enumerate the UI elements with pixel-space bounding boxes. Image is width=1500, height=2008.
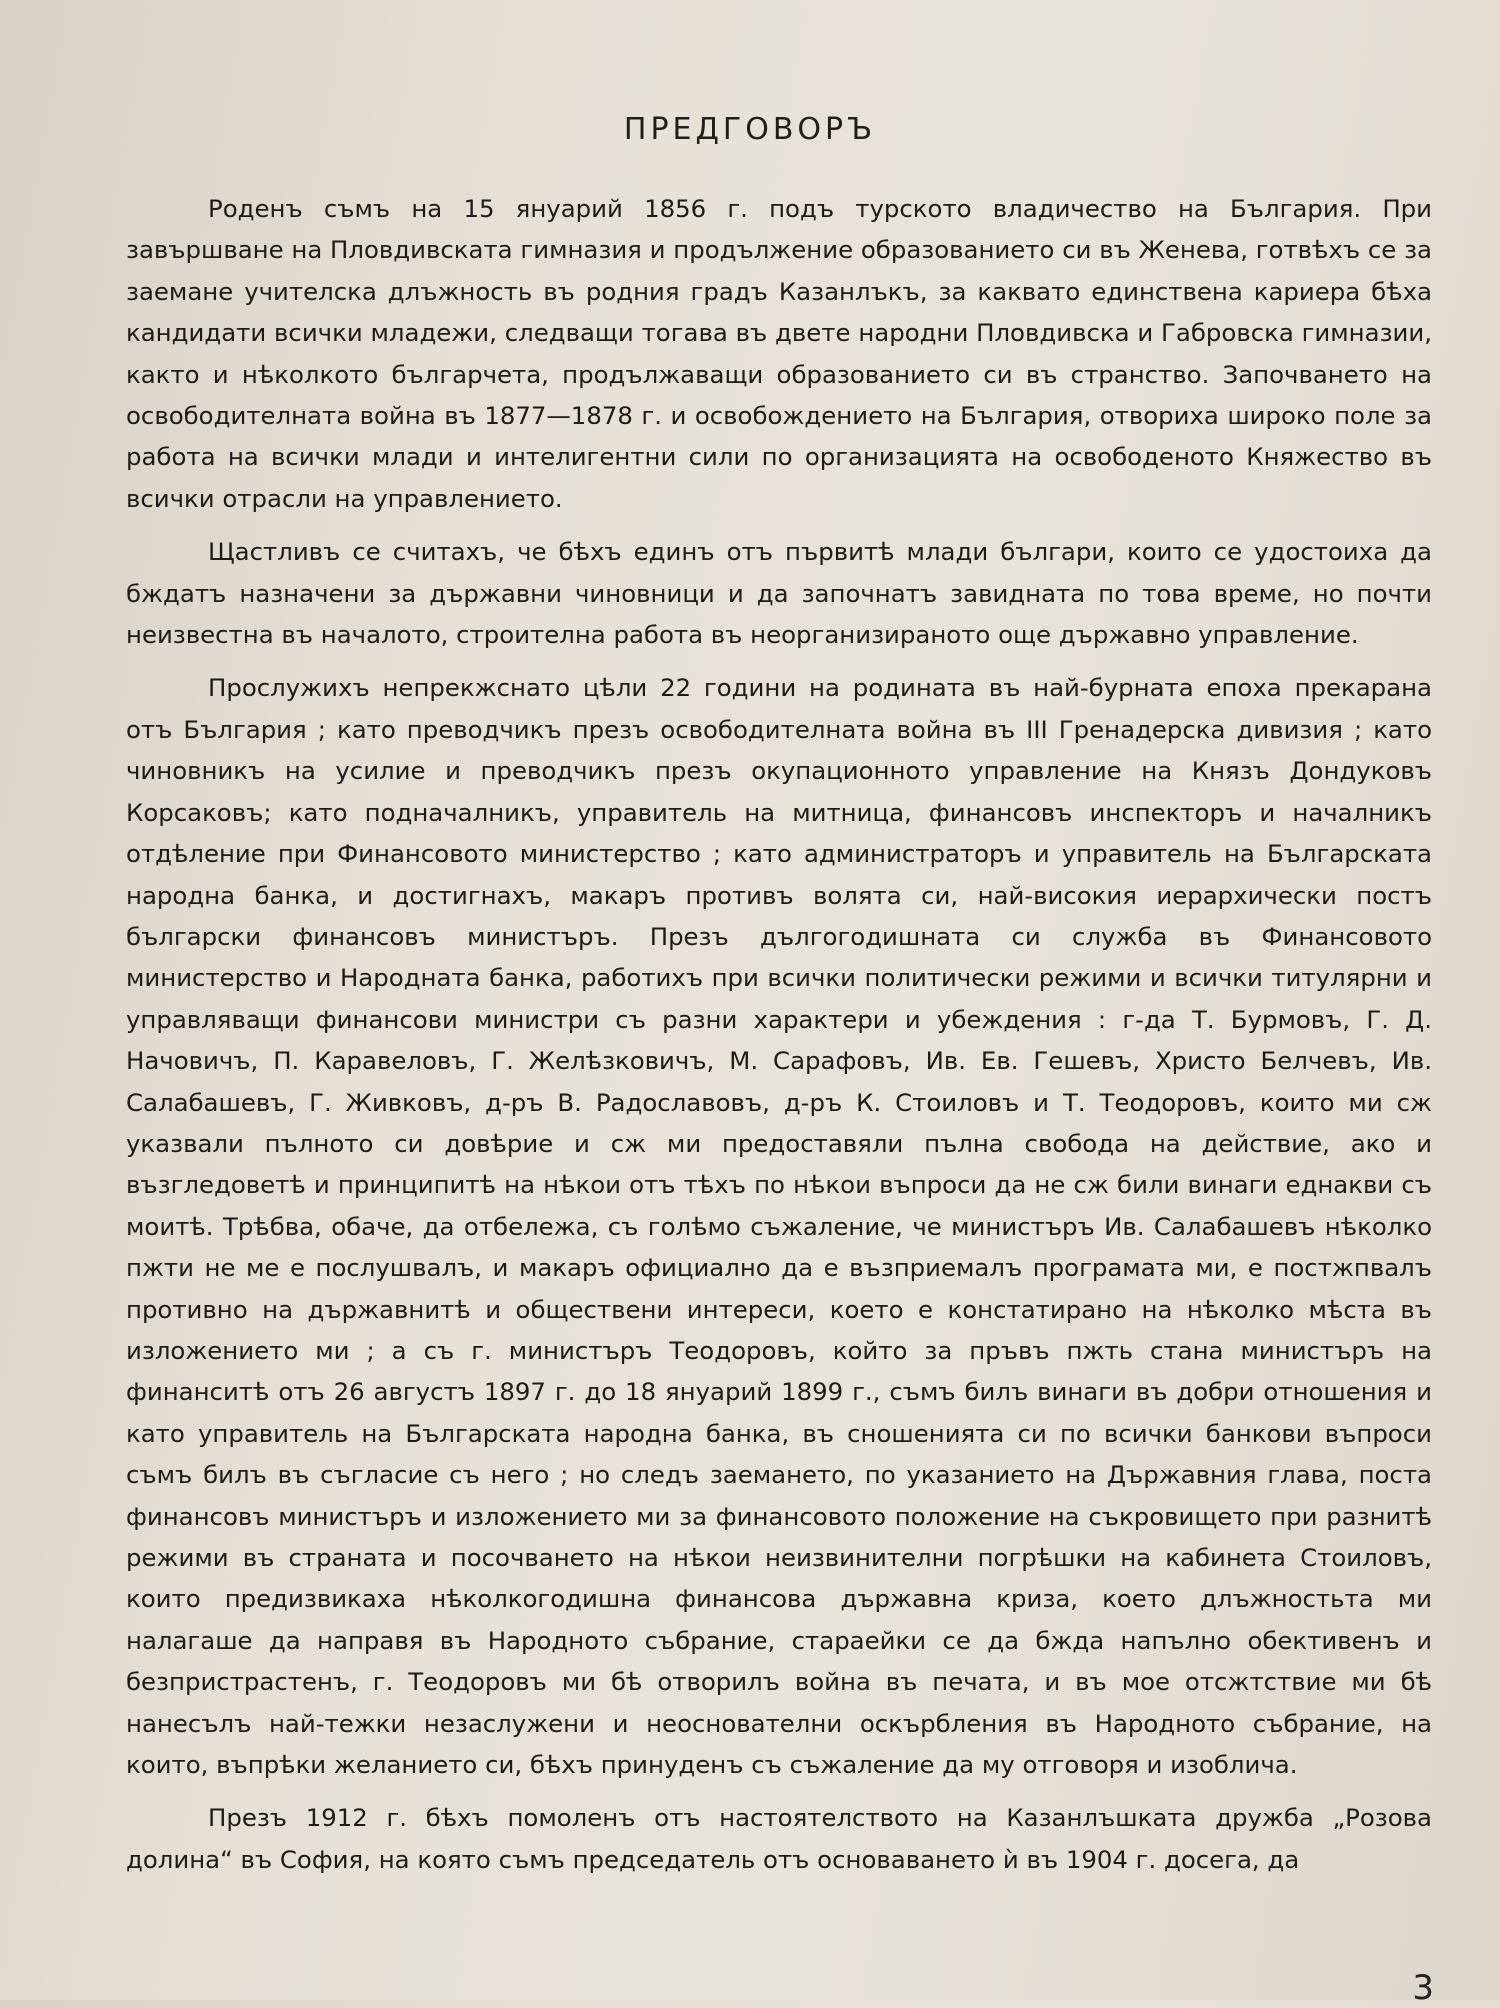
page-title: ПРЕДГОВОРЪ (623, 112, 877, 148)
page-number: 3 (1412, 1968, 1434, 2008)
paragraph-3: Прослужихъ непрекжснато цѣли 22 години на родината въ най-бурната епоха прекарана отъ България ; като преводчикъ презъ освободителната война въ III Гренадерска дивизия ; като чиновникъ на усилие и преводчикъ презъ окупационното управление на Князъ Дондуковъ Корсаковъ; като подначалникъ, управитель на митница, финансовъ инспекторъ и началникъ отдѣление при Финансовото министерство ; като администраторъ и управитель на Българската народна банка, и достигнахъ, макаръ противъ волята си, най-високия иерархически постъ български финансовъ министъръ. Презъ дългогодишната си служба въ Финансовото министерство и Народната банка, работихъ при всички политически режими и всички титулярни и управляващи финансови министри съ разни характери и убеждения : г-да Т. Бурмовъ, Г. Д. Начовичъ, П. Каравеловъ, Г. Желѣзковичъ, М. Сарафовъ, Ив. Ев. Гешевъ, Христо Белчевъ, Ив. Салабашевъ, Г. Живковъ, д-ръ В. Радославовъ, д-ръ К. Стоиловъ и Т. Теодоровъ, които ми сж указвали пълното си довѣрие и сж ми предоставяли пълна свобода на действие, ако и възгледоветѣ и принципитѣ на нѣкои отъ тѣхъ по нѣкои въпроси да не сж били винаги еднакви съ моитѣ. Трѣбва, обаче, да отбележа, съ голѣмо съжаление, че министъръ Ив. Салабашевъ нѣколко пжти не ме е послушвалъ, и макаръ официално да е възприемалъ програмата ми, е постжпвалъ противно на държавнитѣ и обществени интереси, което е констатирано на нѣколко мѣста въ изложението ми ; а съ г. министъръ Теодоровъ, който за пръвъ пжть стана министъръ на финанситѣ отъ 26 августъ 1897 г. до 18 януарий 1899 г., съмъ билъ винаги въ добри отношения и като управитель на Българската народна банка, въ сношенията си по всички банкови въпроси съмъ билъ въ съгласие съ него ; но следъ заемането, по указанието на Държавния глава, поста финансовъ министъръ и изложението ми за финансовото положение на съкровището при разнитѣ режими въ страната и посочването на нѣкои неизвинителни погрѣшки на кабинета Стоиловъ, които предизвикаха нѣколкогодишна финансова държавна криза, което длъжностьта ми налагаше да направя въ Народното събрание, стараейки се да бжда напълно обективенъ и безпристрастенъ, г. Теодоровъ ми бѣ отворилъ война въ печата, и въ мое отсжтствие ми бѣ нанесълъ най-тежки незаслужени и неоснователни оскърбления въ Народното събрание, на които, въпрѣки желанието си, бѣхъ принуденъ съ съжаление да му отговоря и изоблича. (126, 673, 1432, 1780)
paragraph-2: Щастливъ се считахъ, че бѣхъ единъ отъ първитѣ млади българи, които се удостоиха да бждатъ назначени за държавни чиновници и да започнатъ завидната по това време, но почти неизвестна въ началото, строителна работа въ неорганизираното още държавно управление. (126, 537, 1432, 650)
preface-text (126, 188, 1432, 1880)
paragraph-1: Роденъ съмъ на 15 януарий 1856 г. подъ турското владичество на България. При завършване на Пловдивската гимназия и продължение образованието си въ Женева, готвѣхъ се за заемане учителска длъжность въ родния градъ Казанлъкъ, за каквато единствена кариера бѣха кандидати всички младежи, следващи тогава въ двете народни Пловдивска и Габровска гимназии, както и нѣколкото българчета, продължаващи образованието си въ странство. Започването на освободителната война въ 1877—1878 г. и освобождението на България, отвориха широко поле за работа на всички млади и интелигентни сили по организацията на освободеното Княжество въ всички отрасли на управлението. (126, 194, 1432, 513)
paragraph-4: Презъ 1912 г. бѣхъ помоленъ отъ настоятелството на Казанлъшката дружба „Розова долина“ въ София, на която съмъ председатель отъ основаването ѝ въ 1904 г. досега, да (126, 1803, 1432, 1874)
